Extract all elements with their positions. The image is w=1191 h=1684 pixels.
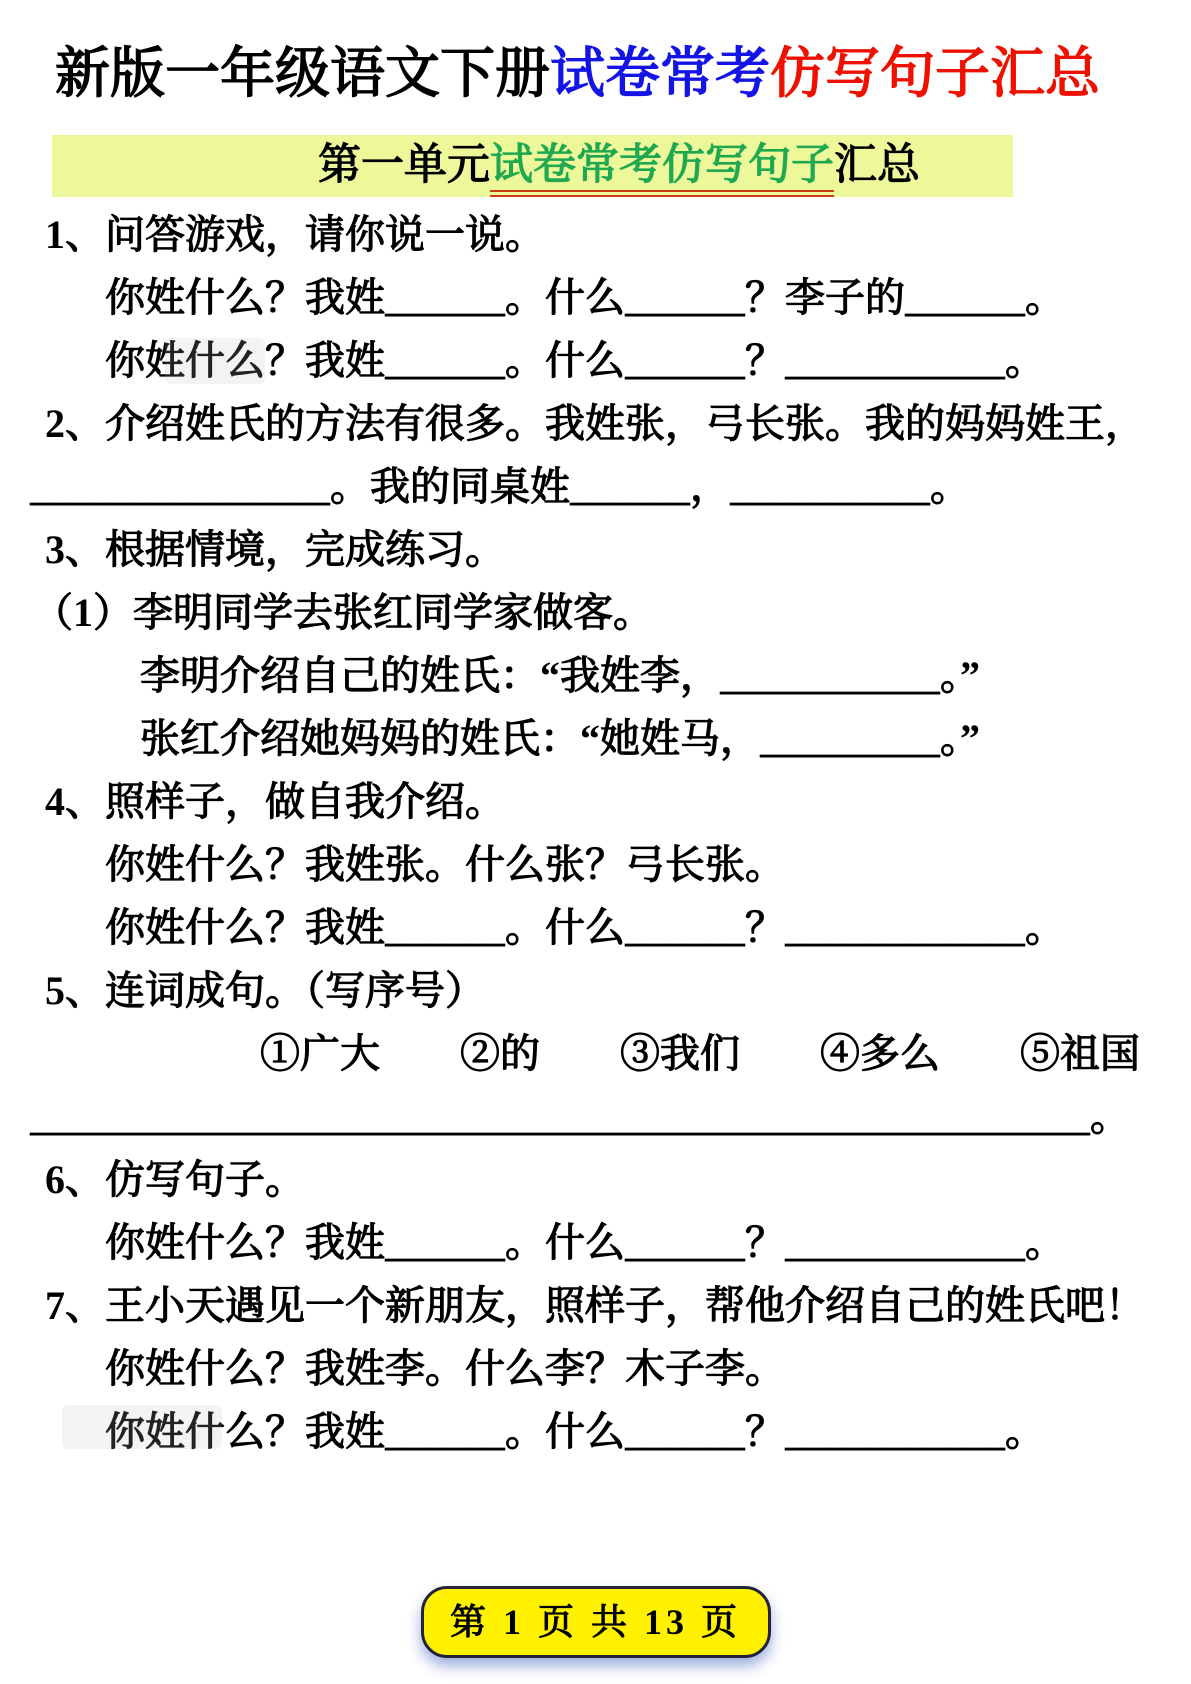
page-title <box>55 40 1191 109</box>
watermark-artifact <box>165 338 265 384</box>
unit-header-highlight: 试卷常考仿写句子 <box>490 142 834 197</box>
exercise-2-line: _______________。我的同桌姓______，__________。 <box>30 463 970 509</box>
exercise-7-line: 你姓什么？我姓______。什么______？___________。 <box>105 1408 1045 1454</box>
page-footer <box>0 1586 1191 1658</box>
exercise-5-options: ①广大 ②的 ③我们 ④多么 ⑤祖国 <box>260 1030 1140 1076</box>
exercise-7-line: 你姓什么？我姓李。什么李？木子李。 <box>105 1345 785 1391</box>
exercise-4-line: 你姓什么？我姓张。什么张？弓长张。 <box>105 841 785 887</box>
exercise-2-title: 2、介绍姓氏的方法有很多。我姓张，弓长张。我的妈妈姓王， <box>45 400 1145 446</box>
exercise-5-blank: _____________________________________________________。 <box>30 1093 1130 1139</box>
exercise-1-line: 你姓什么？我姓______。什么______？___________。 <box>105 337 1045 383</box>
unit-header-band <box>52 135 1013 197</box>
unit-header-prefix: 第一单元 <box>318 141 490 189</box>
exercise-5-title: 5、连词成句。（写序号） <box>45 967 485 1013</box>
exercise-3-subitem: （1）李明同学去张红同学家做客。 <box>33 589 653 635</box>
exercise-1-title: 1、问答游戏，请你说一说。 <box>45 211 545 257</box>
title-segment-blue: 试卷常考 <box>550 43 771 104</box>
unit-header-suffix: 汇总 <box>834 141 920 189</box>
exercise-1-line: 你姓什么？我姓______。什么______？李子的______。 <box>105 274 1065 320</box>
exercise-7-title: 7、王小天遇见一个新朋友，照样子，帮他介绍自己的姓氏吧！ <box>45 1282 1145 1328</box>
title-segment-black: 新版一年级语文下册 <box>55 43 551 104</box>
title-segment-red: 仿写句子汇总 <box>770 43 1101 104</box>
unit-header-text <box>318 135 1013 197</box>
exercise-4-title: 4、照样子，做自我介绍。 <box>45 778 505 824</box>
exercise-6-title: 6、仿写句子。 <box>45 1156 305 1202</box>
exercise-3-line: 张红介绍她妈妈的姓氏：“她姓马，_________。” <box>140 715 980 761</box>
watermark-artifact <box>62 1405 222 1449</box>
exercise-list <box>0 197 1191 1463</box>
page-number-badge: 第 1 页 共 13 页 <box>421 1586 771 1658</box>
exercise-3-line: 李明介绍自己的姓氏：“我姓李，___________。” <box>140 652 980 698</box>
exercise-3-title: 3、根据情境，完成练习。 <box>45 526 505 572</box>
exercise-4-line: 你姓什么？我姓______。什么______？____________。 <box>105 904 1065 950</box>
exercise-6-line: 你姓什么？我姓______。什么______？____________。 <box>105 1219 1065 1265</box>
